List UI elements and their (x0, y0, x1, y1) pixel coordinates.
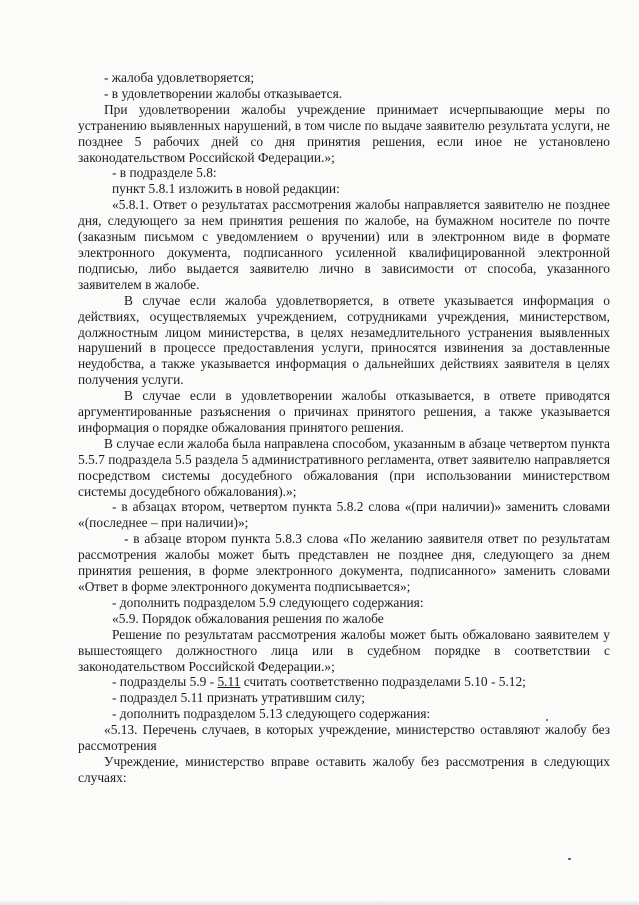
renumber-prefix: - подразделы 5.9 - (112, 674, 218, 690)
paragraph-subsection-5-11-void: - подраздел 5.11 признать утратившим силу; (112, 690, 365, 706)
paragraph-denied-response: В случае если в удовлетворении жалобы отказывается, в ответе приводятся аргументированные разъяснения о причинах принятого решения, а также указывается информация о порядке обжалования принятого решения. (78, 388, 610, 435)
paragraph-subsection-5-8: - в подразделе 5.8: (112, 165, 217, 181)
paragraph-subsection-5-9-title: «5.9. Порядок обжалования решения по жалобе (112, 610, 384, 626)
paragraph-renumber-subsections (78, 674, 610, 690)
scan-speck (568, 858, 571, 860)
paragraph-add-subsection-5-9: - дополнить подразделом 5.9 следующего содержания: (112, 594, 424, 610)
paragraph-subsection-5-13-title: «5.13. Перечень случаев, в которых учреждение, министерство оставляют жалобу без рассмотрения (78, 722, 610, 754)
paragraph-leave-without-review: Учреждение, министерство вправе оставить жалобу без рассмотрения в следующих случаях: (78, 753, 610, 785)
scan-bottom-edge (0, 901, 639, 905)
document-body (78, 70, 610, 786)
paragraph-clause-5-8-2: - в абзацах втором, четвертом пункта 5.8.2 слова «(при наличии)» заменить словами «(последнее – при наличии)»; (78, 499, 610, 531)
renumber-suffix: считать соответственно подразделами 5.10 - 5.12; (240, 674, 526, 690)
paragraph-pretrial-system: В случае если жалоба была направлена способом, указанным в абзаце четвертом пункта 5.5.7 подраздела 5.5 раздела 5 административного регламента, ответ заявителю направляется посредством системы досудебного обжалования (при использовании министерством системы досудебного обжалования).»; (78, 435, 610, 499)
paragraph-clause-5-8-1-intro: пункт 5.8.1 изложить в новой редакции: (112, 181, 340, 197)
paragraph-clause-5-8-1: «5.8.1. Ответ о результатах рассмотрения жалобы направляется заявителю не позднее дня, следующего за нем принятия решения по жалобе, на бумажном носителе по почте (заказным письмом с уведомлением о вручении) или в электронном виде в формате электронного документа, подписанного усиленной квалифицированной электронной подписью, либо выдается заявителю лично в зависимости от способа, указанного заявителем в жалобе. (78, 197, 610, 292)
paragraph-complaint-denied: - в удовлетворении жалобы отказывается. (104, 85, 343, 101)
paragraph-complaint-satisfied: - жалоба удовлетворяется; (104, 70, 255, 85)
paragraph-clause-5-8-3: - в абзаце втором пункта 5.8.3 слова «По желанию заявителя ответ по результатам рассмотрения жалобы может быть представлен не позднее дня, следующего за днем принятия решения, в форме электронного документа, подписанного» заменить словами «Ответ в форме электронного документа подписывается»; (78, 531, 610, 594)
scan-speck (546, 719, 548, 721)
paragraph-appeal-procedure: Решение по результатам рассмотрения жалобы может быть обжаловано заявителем у вышестоящего должностного лица или в судебном порядке в соответствии с законодательством Российской Федерации.»; (78, 626, 610, 674)
paragraph-add-subsection-5-13: - дополнить подразделом 5.13 следующего содержания: (112, 706, 431, 722)
paragraph-remedy-measures: При удовлетворении жалобы учреждение принимает исчерпывающие меры по устранению выявленных нарушений, в том числе по выдаче заявителю результата услуги, не позднее 5 рабочих дней со дня принятия решения, если иное не установлено законодательством Российской Федерации.»; (78, 101, 610, 165)
renumber-underlined-ref: 5.11 (217, 674, 241, 690)
paragraph-satisfied-response: В случае если жалоба удовлетворяется, в ответе указывается информация о действиях, осуществляемых учреждением, сотрудниками учреждения, министерством, должностным лицом министерства, в целях незамедлительного устранения выявленных нарушений в процессе предоставления услуги, приносятся извинения за доставленные неудобства, а также указывается информация о дальнейших действиях заявителя в целях получения услуги. (78, 292, 610, 388)
